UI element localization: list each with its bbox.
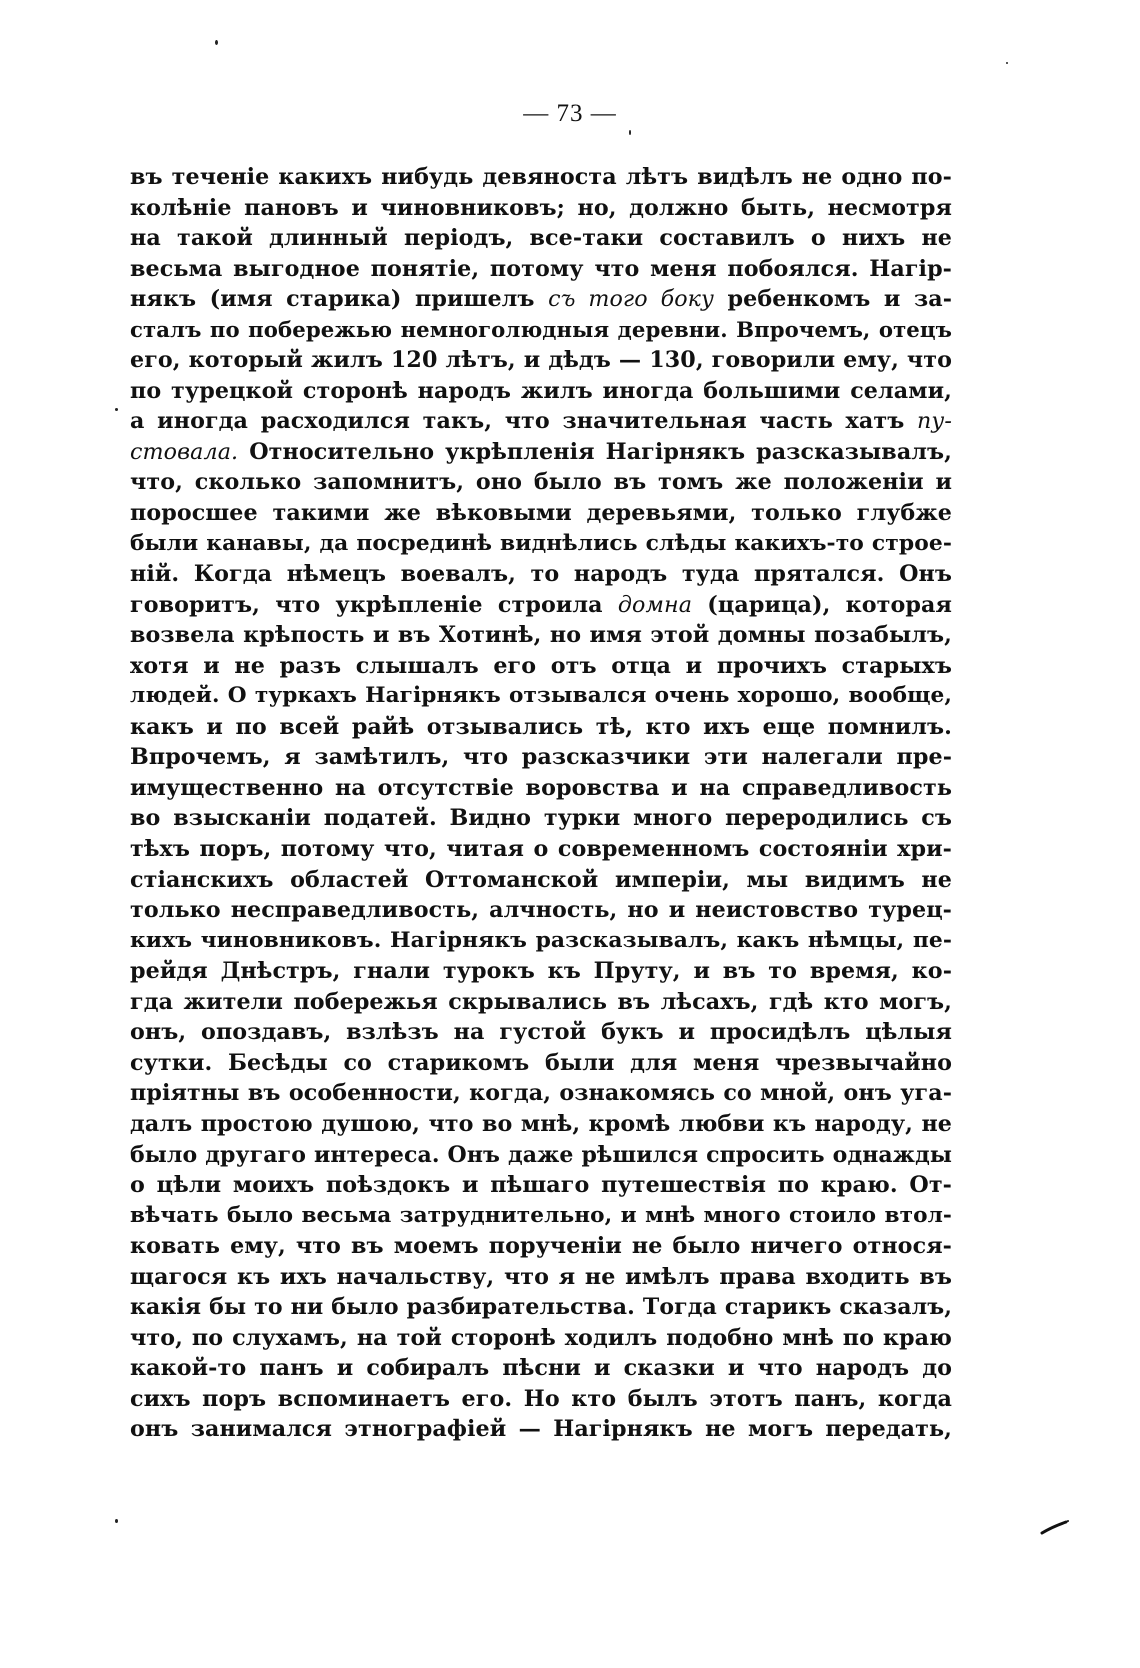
text-line-part: (царица), которая — [692, 591, 952, 618]
text-line: онъ занимался этнографіей — Нагірнякъ не могъ передать, — [130, 1416, 952, 1443]
text-line-part: а иногда расходился такъ, что значительная часть хатъ — [130, 408, 918, 435]
scan-speck — [1006, 62, 1008, 64]
text-line: ній. Когда нѣмецъ воевалъ, то народъ туда прятался. Онъ — [130, 561, 952, 588]
text-line-part: говоритъ, что укрѣпленіе строила — [130, 591, 618, 618]
text-line: какой-то панъ и собиралъ пѣсни и сказки и что народъ до — [130, 1355, 952, 1382]
text-line: ковать ему, что въ моемъ порученіи не было ничего относя- — [130, 1233, 952, 1260]
scan-speck — [115, 408, 118, 411]
pen-mark — [1040, 1519, 1070, 1535]
text-line: хотя и не разъ слышалъ его отъ отца и прочихъ старыхъ — [130, 652, 952, 679]
text-line: возвела крѣпость и въ Хотинѣ, но имя этой домны позабылъ, — [130, 622, 952, 649]
text-line: пріятны въ особенности, когда, ознакомясь со мной, онъ уга- — [130, 1080, 952, 1107]
text-line: рейдя Днѣстръ, гнали турокъ къ Пруту, и въ то время, ко- — [130, 958, 952, 985]
text-line: что, сколько запомнитъ, оно было въ томъ же положеніи и — [130, 469, 952, 496]
body-text — [130, 162, 952, 1445]
text-line: далъ простою душою, что во мнѣ, кромѣ любви къ народу, не — [130, 1110, 952, 1137]
text-line: вѣчать было весьма затруднительно, и мнѣ много стоило втол- — [130, 1202, 952, 1228]
page-number: — 73 — — [523, 100, 617, 127]
text-line: весьма выгодное понятіе, потому что меня побоялся. Нагір- — [130, 255, 952, 282]
text-line: что, по слухамъ, на той сторонѣ ходилъ подобно мнѣ по краю — [130, 1324, 952, 1351]
text-line: какъ и по всей райѣ отзывались тѣ, кто ихъ еще помнилъ. — [130, 713, 952, 740]
text-line: тѣхъ поръ, потому что, читая о современномъ состояніи хри- — [130, 836, 952, 863]
emphasized-text: пу- — [917, 408, 952, 435]
text-line: колѣніе пановъ и чиновниковъ; но, должно быть, несмотря — [130, 194, 952, 221]
text-line: онъ, опоздавъ, взлѣзъ на густой букъ и просидѣлъ цѣлыя — [130, 1019, 952, 1046]
text-line: было другаго интереса. Онъ даже рѣшился спросить однажды — [130, 1141, 952, 1168]
scan-speck — [215, 40, 218, 45]
text-line: стіанскихъ областей Оттоманской имперіи, мы видимъ не — [130, 866, 952, 893]
text-line — [130, 590, 952, 621]
text-line: по турецкой сторонѣ народъ жилъ иногда большими селами, — [130, 377, 952, 404]
emphasized-text: стовала. — [130, 438, 239, 465]
text-line-part: Относительно укрѣпленія Нагірнякъ разсказывалъ, — [238, 438, 952, 465]
text-line: во взысканіи податей. Видно турки много переродились съ — [130, 805, 952, 832]
text-line: щагося къ ихъ начальству, что я не имѣлъ права входить въ — [130, 1263, 952, 1290]
text-line: какія бы то ни было разбирательства. Тогда старикъ сказалъ, — [130, 1294, 952, 1321]
text-line: гда жители побережья скрывались въ лѣсахъ, гдѣ кто могъ, — [130, 988, 952, 1015]
text-line — [130, 284, 952, 315]
text-line: Впрочемъ, я замѣтилъ, что разсказчики эти налегали пре- — [130, 744, 952, 771]
scan-speck — [115, 1519, 118, 1523]
text-line: только несправедливость, алчность, но и неистовство турец- — [130, 897, 952, 924]
text-line: имущественно на отсутствіе воровства и на справедливость — [130, 774, 952, 801]
scan-speck — [629, 130, 631, 135]
text-line: поросшее такими же вѣковыми деревьями, только глубже — [130, 500, 952, 527]
text-line: о цѣли моихъ поѣздокъ и пѣшаго путешествія по краю. От- — [130, 1172, 952, 1199]
text-line: людей. О туркахъ Нагірнякъ отзывался очень хорошо, вообще, — [130, 683, 952, 709]
text-line: кихъ чиновниковъ. Нагірнякъ разсказывалъ, какъ нѣмцы, пе- — [130, 927, 952, 953]
text-line: сталъ по побережью немноголюдныя деревни. Впрочемъ, отецъ — [130, 316, 952, 342]
text-line: на такой длинный періодъ, все-таки составилъ о нихъ не — [130, 225, 952, 252]
text-line: сихъ поръ вспоминаетъ его. Но кто былъ этотъ панъ, когда — [130, 1385, 952, 1412]
text-line: его, который жилъ 120 лѣтъ, и дѣдъ — 130, говорили ему, что — [130, 347, 952, 374]
text-line: сутки. Бесѣды со старикомъ были для меня чрезвычайно — [130, 1049, 952, 1076]
text-line: въ теченіе какихъ нибудь девяноста лѣтъ видѣлъ не одно по- — [130, 164, 952, 190]
emphasized-text: домна — [617, 591, 693, 618]
emphasized-text: съ того боку — [548, 286, 714, 313]
text-line: были канавы, да посрединѣ виднѣлись слѣды какихъ-то строе- — [130, 530, 952, 556]
text-line — [130, 406, 952, 437]
text-line-part: ребенкомъ и за- — [714, 286, 952, 313]
text-line — [130, 437, 952, 468]
text-line-part: някъ (имя старика) пришелъ — [130, 286, 549, 313]
